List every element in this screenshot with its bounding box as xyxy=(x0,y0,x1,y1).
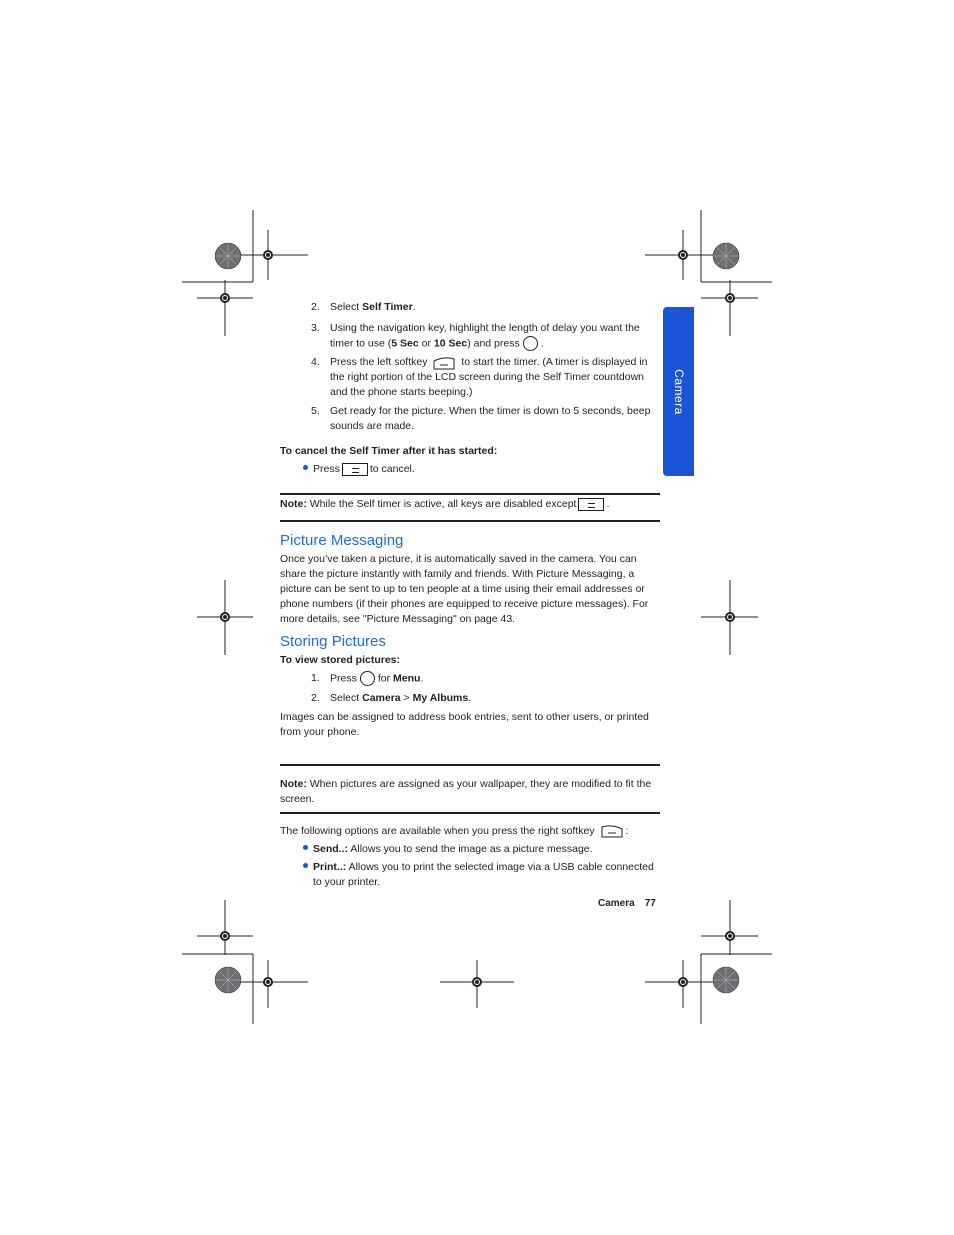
picture-messaging-body: Once you’ve taken a picture, it is automatically saved in the camera. You can share the picture instantly with family and friends. With Picture Messaging, a picture can be sent to up to ten people at a time using their email addresses or phone numbers (if their phones are equipped to receive picture messages). For more details, see "Picture Messaging" on page 43. xyxy=(280,553,649,626)
back-key-icon xyxy=(578,498,604,511)
storing-subheading: To view stored pictures: xyxy=(280,654,400,667)
page-content xyxy=(280,300,660,893)
section-tab xyxy=(663,307,694,476)
note-wallpaper: Note: When pictures are assigned as your wallpaper, they are modified to fit the screen. xyxy=(280,764,660,814)
ok-key-icon xyxy=(523,336,538,351)
back-key-icon xyxy=(342,463,368,476)
left-softkey-icon xyxy=(432,356,456,370)
bullet-icon xyxy=(303,863,308,868)
step-3: 3. Using the navigation key, highlight the length of delay you want the timer to use (5 Sec or 10 Sec) and press . xyxy=(311,322,640,350)
bullet-icon xyxy=(303,465,308,470)
section-tab-label: Camera xyxy=(671,368,686,415)
bullet-icon xyxy=(303,845,308,850)
menu-key-icon xyxy=(360,671,375,686)
storing-step-2: 2. Select Camera > My Albums. xyxy=(311,691,472,704)
step-2: 2. Select Self Timer. xyxy=(311,301,416,313)
right-softkey-icon xyxy=(600,824,624,838)
footer-section: Camera xyxy=(598,898,635,909)
storing-pictures-heading: Storing Pictures xyxy=(280,633,386,651)
option-print: Print..: Allows you to print the selected image via a USB cable connected to your printer. xyxy=(280,860,660,890)
step-5: 5. Get ready for the picture. When the timer is down to 5 seconds, beep sounds are made. xyxy=(311,405,651,433)
step-4: 4. Press the left softkey to start the timer. (A timer is displayed in the right portion of the LCD screen during the Self Timer countdown and the phone starts beeping.) xyxy=(311,356,648,399)
page-footer xyxy=(598,898,656,909)
note-self-timer: Note: While the Self timer is active, all keys are disabled except . xyxy=(280,493,660,522)
option-send: Send..: Allows you to send the image as a picture message. xyxy=(280,842,660,857)
picture-messaging-heading: Picture Messaging xyxy=(280,532,404,550)
cancel-bullet: Press to cancel. xyxy=(280,462,660,477)
storing-step-1: 1. Press for Menu. xyxy=(311,672,424,685)
cancel-heading: To cancel the Self Timer after it has started: xyxy=(280,445,498,458)
storing-body: Images can be assigned to address book entries, sent to other users, or printed from your phone. xyxy=(280,710,649,738)
options-intro: The following options are available when you press the right softkey : xyxy=(280,824,629,837)
page-number: 77 xyxy=(644,898,656,909)
